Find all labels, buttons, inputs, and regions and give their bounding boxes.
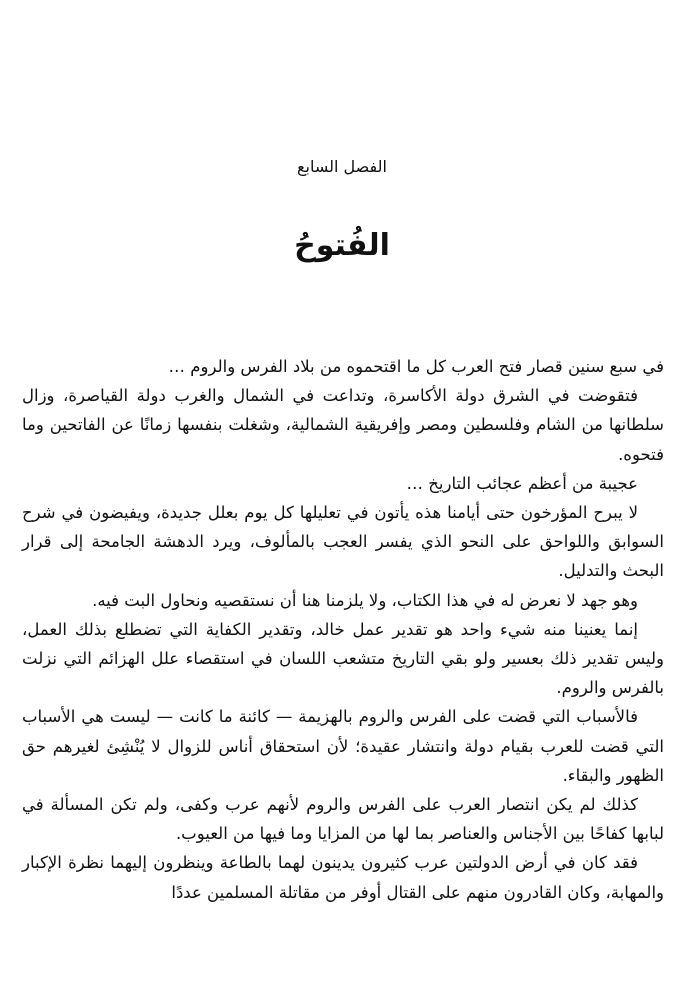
paragraph-2: فتقوضت في الشرق دولة الأكاسرة، وتداعت في الشمال والغرب دولة القياصرة، وزال سلطانها من الشام وفلسطين ومصر وإفريقية الشمالية، وشغلت بنفسها زمانًا عن الفاتحين وما فتحوه. <box>22 386 664 464</box>
paragraph-6: إنما يعنينا منه شيء واحد هو تقدير عمل خالد، وتقدير الكفاية التي تضطلع بذلك العمل، وليس تقدير ذلك بعسير ولو بقي التاريخ متشعب اللسان في استقصاء علل الهزائم التي نزلت بالفرس والروم. <box>22 619 664 698</box>
paragraph-1: في سبع سنين قصار فتح العرب كل ما اقتحموه من بلاد الفرس والروم … <box>168 357 664 376</box>
paragraph-4: لا يبرح المؤرخون حتى أيامنا هذه يأتون في تعليلها كل يوم بعلل جديدة، ويفيضون في شرح السوابق واللواحق على النحو الذي يفسر العجب بالمألوف، ويرد الدهشة الجامحة إلى قرار البحث والتدليل. <box>22 503 664 581</box>
chapter-label: الفصل السابع <box>297 157 387 176</box>
paragraph-5: وهو جهد لا نعرض له في هذا الكتاب، ولا يلزمنا هنا أن نستقصيه ونحاول البت فيه. <box>92 590 638 610</box>
paragraph-9: فقد كان في أرض الدولتين عرب كثيرون يدينون لهما بالطاعة وينظرون إليهما نظرة الإكبار والمهابة، وكان القادرون منهم على القتال أوفر من مقاتلة المسلمين عددًا <box>22 853 664 902</box>
paragraph-7: فالأسباب التي قضت على الفرس والروم بالهزيمة — كائنة ما كانت — ليست هي الأسباب التي قضت للعرب بقيام دولة وانتشار عقيدة؛ لأن استحقاق أناس للزوال لا يُنْشِئ لغيرهم حق الظهور والبقاء. <box>22 707 664 785</box>
paragraph-8: كذلك لم يكن انتصار العرب على الفرس والروم لأنهم عرب وكفى، ولم تكن المسألة في لبابها كفاحًا بين الأجناس والعناصر بما لها من المزايا وما فيها من العيوب. <box>22 795 664 844</box>
chapter-title: الفُتوحُ <box>294 228 390 263</box>
body-text <box>22 352 664 907</box>
paragraph-3: عجيبة من أعظم عجائب التاريخ … <box>406 473 638 493</box>
